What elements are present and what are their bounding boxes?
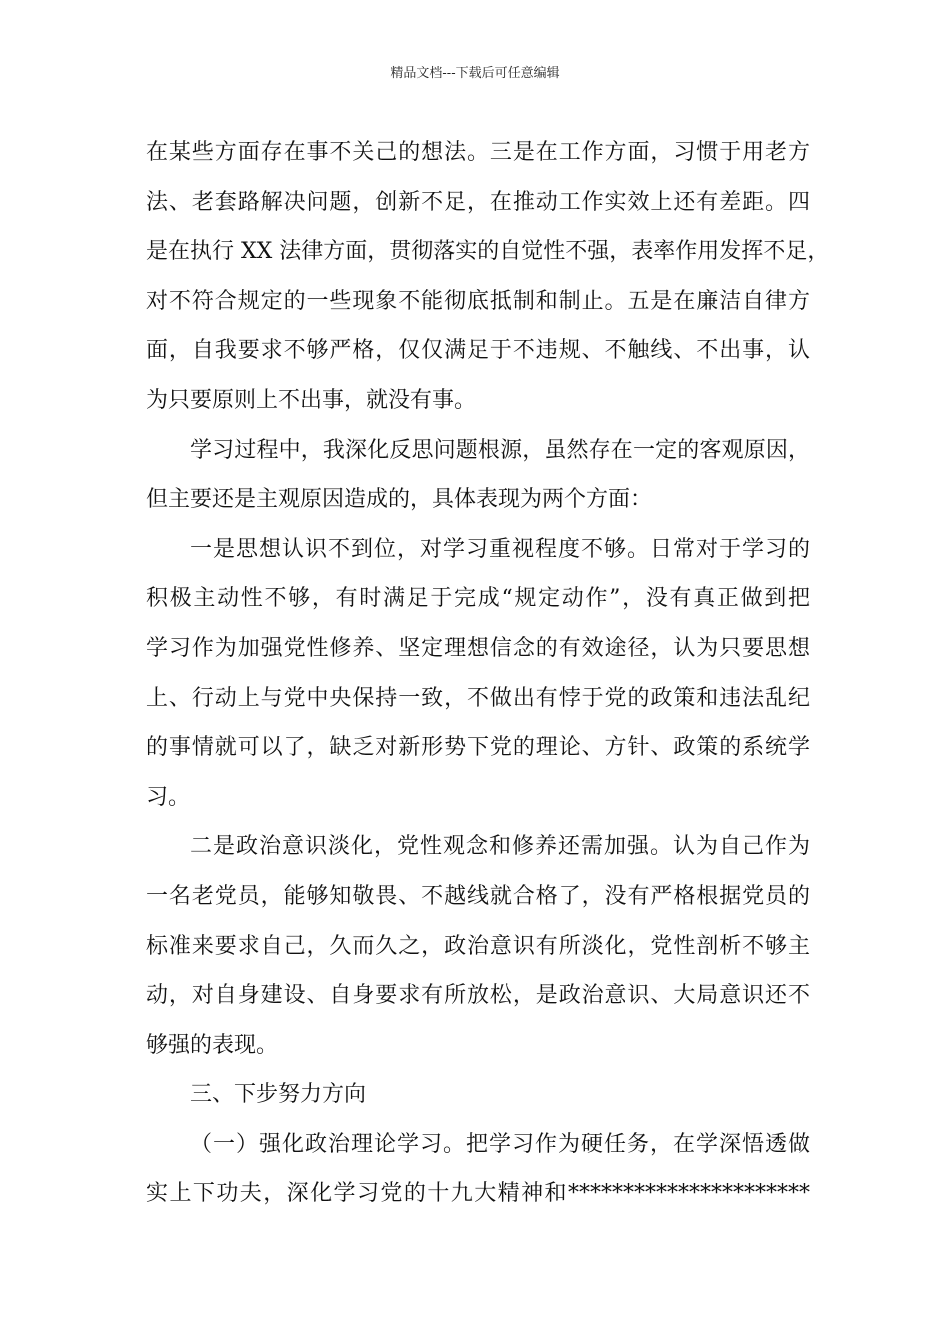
- document-body: [146, 128, 830, 1219]
- text-line: 为只要原则上不出事，就没有事。: [146, 387, 477, 413]
- text-line: 面，自我要求不够严格，仅仅满足于不违规、不触线、不出事，认: [146, 338, 810, 364]
- paragraph-start-line: 一是思想认识不到位，对学习重视程度不够。日常对于学习的: [190, 536, 810, 562]
- text-line: 对不符合规定的一些现象不能彻底抵制和制止。五是在廉洁自律方: [146, 288, 810, 314]
- text-line: 的事情就可以了，缺乏对新形势下党的理论、方针、政策的系统学: [146, 735, 810, 761]
- text-line: 但主要还是主观原因造成的，具体表现为两个方面：: [146, 487, 653, 513]
- text-line: 是在执行 XX 法律方面，贯彻落实的自觉性不强，表率作用发挥不足，: [146, 239, 830, 265]
- paragraph-start-line: 二是政治意识淡化，党性观念和修养还需加强。认为自己作为: [190, 834, 810, 860]
- text-line: 实上下功夫，深化学习党的十九大精神和**********************: [146, 1181, 810, 1207]
- text-line: 习。: [146, 784, 191, 810]
- text-line: 上、行动上与党中央保持一致，不做出有悖于党的政策和违法乱纪: [146, 685, 810, 711]
- paragraph-start-line: （一）强化政治理论学习。把学习作为硬任务，在学深悟透做: [190, 1131, 810, 1157]
- section-heading: 三、下步努力方向: [190, 1082, 367, 1108]
- paragraph-start-line: 学习过程中，我深化反思问题根源，虽然存在一定的客观原因，: [190, 437, 810, 463]
- text-line: 法、老套路解决问题，创新不足，在推动工作实效上还有差距。四: [146, 189, 810, 215]
- text-line: 动，对自身建设、自身要求有所放松，是政治意识、大局意识还不: [146, 983, 810, 1009]
- text-line: 积极主动性不够，有时满足于完成“规定动作”，没有真正做到把: [146, 586, 810, 612]
- text-line: 一名老党员，能够知敬畏、不越线就合格了，没有严格根据党员的: [146, 883, 810, 909]
- page-header: 精品文档---下载后可任意编辑: [390, 66, 560, 81]
- text-line: 标准来要求自己，久而久之，政治意识有所淡化，党性剖析不够主: [146, 933, 810, 959]
- text-line: 够强的表现。: [146, 1032, 279, 1058]
- text-line: 学习作为加强党性修养、坚定理想信念的有效途径，认为只要思想: [146, 635, 810, 661]
- text-line: 在某些方面存在事不关己的想法。三是在工作方面，习惯于用老方: [146, 140, 810, 165]
